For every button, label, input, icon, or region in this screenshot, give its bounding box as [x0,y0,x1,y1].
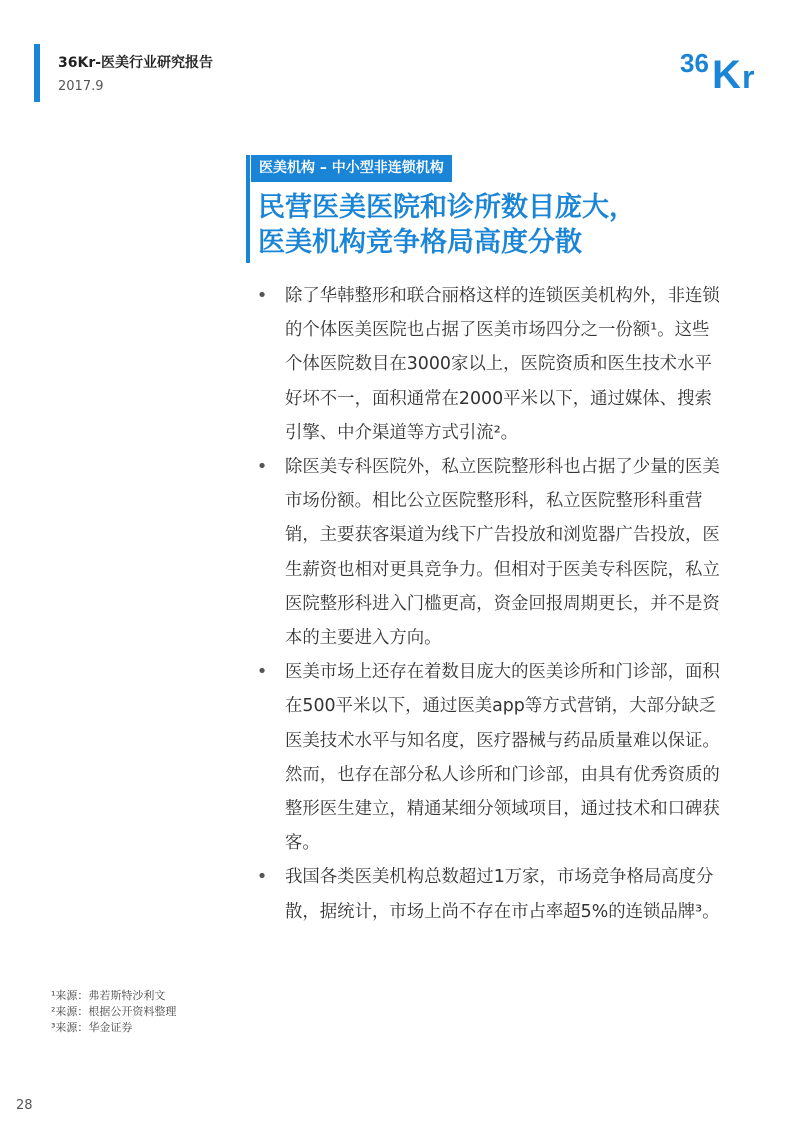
footnotes [51,988,176,1036]
bullet-icon: • [256,456,268,478]
36kr-logo [680,44,766,94]
page-number: 28 [16,1098,33,1113]
report-date: 2017.9 [58,79,104,94]
bullet-text: 除医美专科医院外，私立医院整形科也占据了少量的医美市场份额。相比公立医院整形科，私立医院整形科重营销，主要获客渠道为线下广告投放和浏览器广告投放，医生薪资也相对更具竞争力。但相对于医美专科医院，私立医院整形科进入门槛更高，资金回报周期更长，并不是资本的主要进入方向。 [285,457,720,649]
svg-text:K: K [712,53,741,94]
list-item [254,450,724,655]
bullet-text: 我国各类医美机构总数超过1万家，市场竞争格局高度分散，据统计，市场上尚不存在市占率超5%的连锁品牌³。 [285,867,720,922]
headline-line-2: 医美机构竞争格局高度分散 [258,227,582,258]
bullet-icon: • [256,285,268,306]
bullet-text: 除了华韩整形和联合丽格这样的连锁医美机构外，非连锁的个体医美医院也占据了医美市场四分之一份额¹。这些个体医院数目在3000家以上，医院资质和医生技术水平好坏不一，面积通常在2000平米以下，通过媒体、搜索引擎、中介渠道等方式引流²。 [285,286,720,443]
list-item [254,279,724,450]
footnote: ²来源：根据公开资料整理 [51,1005,177,1018]
headline [258,190,728,260]
report-title: 36Kr-医美行业研究报告 [58,55,214,71]
list-item [254,860,724,928]
list-item [254,655,724,860]
header-accent-bar [34,44,40,102]
section-tag: 医美机构 – 中小型非连锁机构 [251,155,452,182]
footnote: ³来源：华金证券 [51,1021,133,1034]
logo-text: 36 [680,48,709,78]
svg-text:r: r [742,59,755,94]
footnote: ¹来源：弗若斯特沙利文 [51,989,166,1002]
bullet-icon: • [256,866,268,888]
headline-accent-bar [246,155,250,263]
bullet-list [254,279,724,929]
bullet-icon: • [256,661,268,683]
headline-line-1: 民营医美医院和诊所数目庞大， [258,192,636,223]
bullet-text: 医美市场上还存在着数目庞大的医美诊所和门诊部，面积在500平米以下，通过医美app等方式营销，大部分缺乏医美技术水平与知名度，医疗器械与药品质量难以保证。然而，也存在部分私人诊所和门诊部，由具有优秀资质的整形医生建立，精通某细分领域项目，通过技术和口碑获客。 [285,662,720,854]
